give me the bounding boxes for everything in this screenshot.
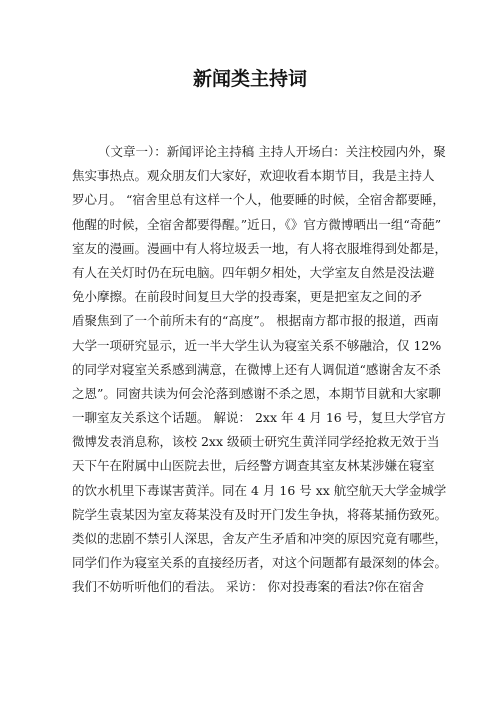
body-line: 的同学对寝室关系感到满意，在微博上还有人调侃道“感谢舍友不杀 [72, 361, 441, 377]
body-line: 类似的悲剧不禁引人深思，舍友产生矛盾和冲突的原因究竟有哪些， [72, 531, 448, 546]
body-line: 大学一项研究显示，近一半大学生认为寝室关系不够融洽，仅 12% [72, 337, 442, 353]
document-title: 新闻类主持词 [192, 68, 307, 90]
body-line: 一聊室友关系这个话题。 解说： 2xx 年 4 月 16 号，复旦大学官方 [72, 410, 446, 426]
body-line: 之恩”。同窗共读为何会沦落到感谢不杀之恩，本期节目就和大家聊 [72, 385, 441, 401]
body-line: 罗心月。 “宿舍里总有这样一个人，他要睡的时候，全宿舍都要睡， [72, 192, 445, 208]
body-line: 同学们作为寝室关系的直接经历者，对这个问题都有最深刻的体会。 [72, 555, 448, 571]
body-line: 有人在关灯时仍在玩电脑。四年朝夕相处，大学室友自然是没法避 [72, 264, 435, 280]
body-line: 他醒的时候，全宿舍都要得醒。”近日，《》官方微博晒出一组“奇葩” [72, 216, 442, 232]
body-line: （文章一）：新闻评论主持稿 主持人开场白：关注校园内外，聚 [98, 144, 446, 159]
body-line: 的饮水机里下毒谋害黄洋。同在 4 月 16 号 xx 航空航天大学金城学 [72, 482, 447, 498]
body-line: 室友的漫画。漫画中有人将垃圾丢一地，有人将衣服堆得到处都是， [72, 240, 448, 256]
body-line: 天下午在附属中山医院去世，后经警方调查其室友林某涉嫌在寝室 [72, 458, 435, 474]
body-line: 焦实事热点。观众朋友们大家好，欢迎收看本期节目，我是主持人 [72, 168, 435, 184]
body-line: 免小摩擦。在前段时间复旦大学的投毒案，更是把室友之间的矛 [72, 289, 423, 305]
body-line: 我们不妨听听他们的看法。 采访： 你对投毒案的看法?你在宿舍 [72, 579, 425, 595]
body-line: 微博发表消息称，该校 2xx 级硕士研究生黄洋同学经抢救无效于当 [72, 434, 440, 450]
document-body [72, 140, 448, 600]
body-line: 院学生袁某因为室友蒋某没有及时开门发生争执，将蒋某捅伤致死。 [72, 506, 448, 522]
body-line: 盾聚焦到了一个前所未有的“高度”。 根据南方都市报的报道，西南 [72, 313, 439, 329]
